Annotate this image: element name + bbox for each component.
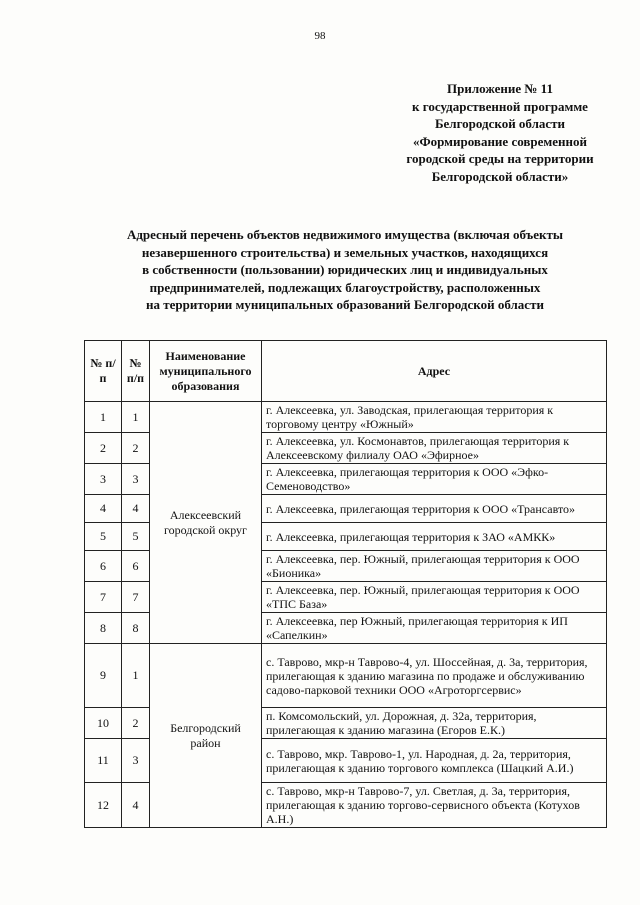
table-header-row	[85, 341, 607, 402]
row-num-overall: 5	[85, 523, 122, 551]
row-num-local: 5	[122, 523, 150, 551]
header-municipality: Наименование муниципального образования	[150, 341, 262, 402]
row-num-local: 6	[122, 551, 150, 582]
municipality-cell: Белгородский район	[150, 644, 262, 828]
row-num-overall: 7	[85, 582, 122, 613]
row-num-overall: 3	[85, 464, 122, 495]
row-num-local: 3	[122, 739, 150, 783]
row-address: г. Алексеевка, прилегающая территория к ООО «Трансавто»	[262, 495, 607, 523]
municipality-cell: Алексеевский городской округ	[150, 402, 262, 644]
row-address: с. Таврово, мкр-н Таврово-7, ул. Светлая, д. 3а, территория, прилегающая к зданию торгово-сервисного объекта (Котухов А.Н.)	[262, 783, 607, 828]
objects-table	[84, 340, 607, 828]
row-address: г. Алексеевка, пер. Южный, прилегающая территория к ООО «Бионика»	[262, 551, 607, 582]
header-num-overall: № п/п	[85, 341, 122, 402]
row-address: г. Алексеевка, прилегающая территория к ООО «Эфко-Семеноводство»	[262, 464, 607, 495]
title-line: на территории муниципальных образований Белгородской области	[146, 297, 544, 312]
appendix-heading	[380, 80, 620, 185]
row-address: п. Комсомольский, ул. Дорожная, д. 32а, территория, прилегающая к зданию магазина (Егоров Е.К.)	[262, 708, 607, 739]
row-address: г. Алексеевка, пер Южный, прилегающая территория к ИП «Сапелкин»	[262, 613, 607, 644]
row-num-local: 3	[122, 464, 150, 495]
title-line: незавершенного строительства) и земельных участков, находящихся	[141, 244, 549, 260]
page-number: 98	[314, 30, 326, 42]
row-num-overall: 6	[85, 551, 122, 582]
appendix-line: Белгородской области»	[431, 168, 569, 184]
row-num-local: 2	[122, 708, 150, 739]
table-row	[85, 402, 607, 433]
row-num-overall: 4	[85, 495, 122, 523]
row-address: с. Таврово, мкр-н Таврово-4, ул. Шоссейная, д. 3а, территория, прилегающая к зданию магазина по продаже и обслуживанию садово-парковой техники ООО «Агроторгсервис»	[262, 644, 607, 708]
table-row	[85, 644, 607, 708]
row-num-overall: 2	[85, 433, 122, 464]
row-address: г. Алексеевка, прилегающая территория к ЗАО «АМКК»	[262, 523, 607, 551]
appendix-line: Приложение № 11	[447, 81, 553, 96]
row-address: г. Алексеевка, ул. Заводская, прилегающая территория к торговому центру «Южный»	[262, 402, 607, 433]
row-num-local: 7	[122, 582, 150, 613]
title-line: предпринимателей, подлежащих благоустройству, расположенных	[149, 279, 541, 295]
row-num-local: 8	[122, 613, 150, 644]
document-title	[90, 226, 600, 314]
row-num-local: 2	[122, 433, 150, 464]
header-num-local: № п/п	[122, 341, 150, 402]
row-num-local: 1	[122, 402, 150, 433]
row-num-overall: 12	[85, 783, 122, 828]
appendix-line: к государственной программе	[412, 98, 588, 114]
row-num-overall: 9	[85, 644, 122, 708]
row-num-overall: 10	[85, 708, 122, 739]
row-num-local: 4	[122, 783, 150, 828]
appendix-line: городской среды на территории	[406, 151, 594, 166]
header-address: Адрес	[262, 341, 607, 402]
title-line: Адресный перечень объектов недвижимого имущества (включая объекты	[126, 227, 564, 242]
row-num-overall: 1	[85, 402, 122, 433]
row-address: г. Алексеевка, ул. Космонавтов, прилегающая территория к Алексеевскому филиалу ОАО «Эфирное»	[262, 433, 607, 464]
row-num-local: 4	[122, 495, 150, 523]
row-address: с. Таврово, мкр. Таврово-1, ул. Народная, д. 2а, территория, прилегающая к зданию торгового комплекса (Шацкий А.И.)	[262, 739, 607, 783]
appendix-line: Белгородской области	[434, 116, 566, 131]
appendix-line: «Формирование современной	[412, 133, 588, 149]
title-line: в собственности (пользовании) юридических лиц и индивидуальных	[142, 262, 548, 277]
row-num-overall: 11	[85, 739, 122, 783]
row-num-overall: 8	[85, 613, 122, 644]
row-num-local: 1	[122, 644, 150, 708]
row-address: г. Алексеевка, пер. Южный, прилегающая территория к ООО «ТПС База»	[262, 582, 607, 613]
